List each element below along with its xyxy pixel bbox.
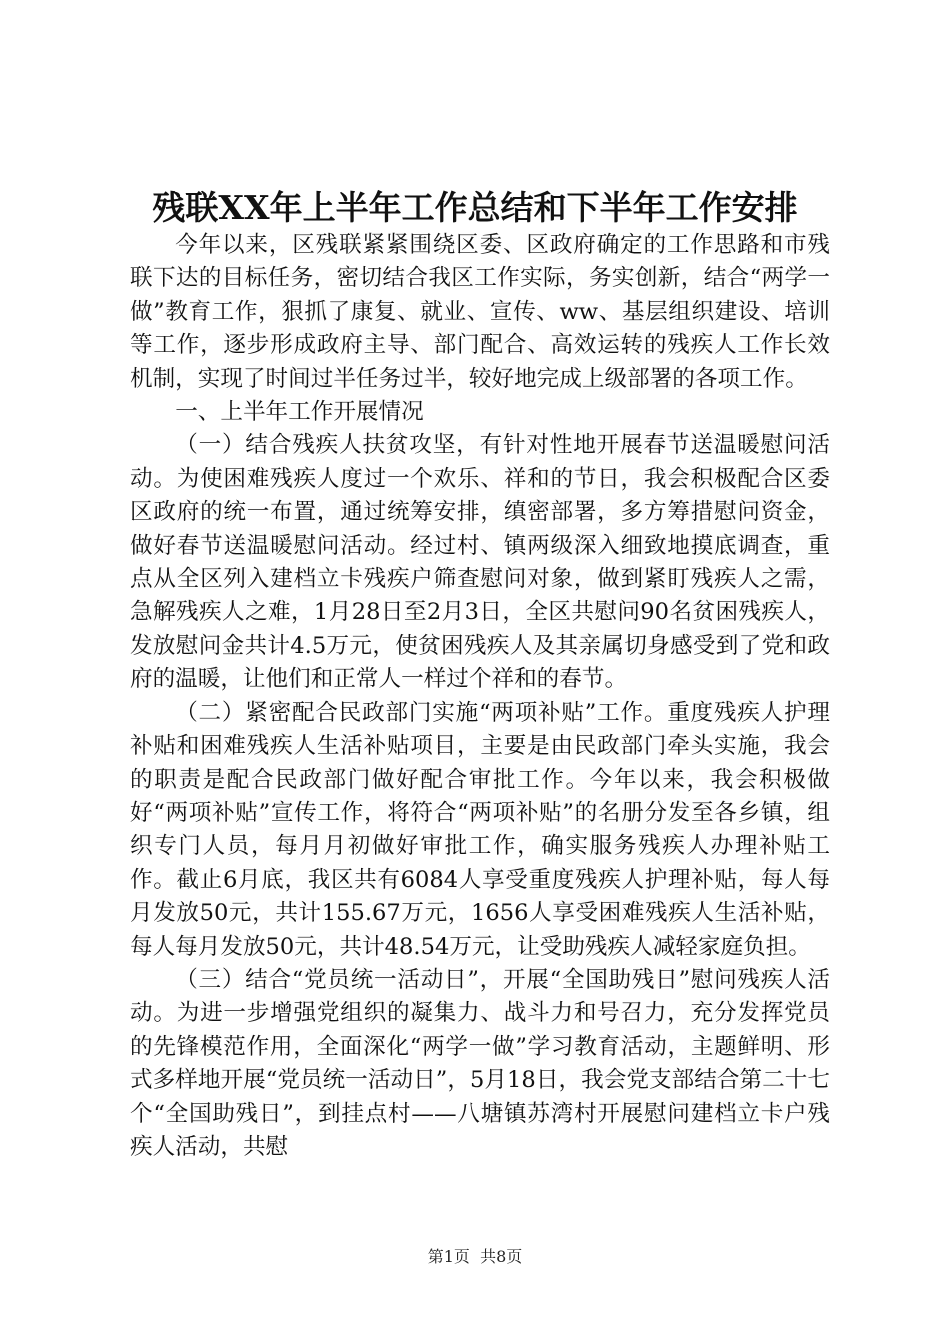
document-body — [130, 229, 830, 1164]
page-footer — [0, 1244, 950, 1267]
footer-spacer — [470, 1247, 480, 1266]
page-number: 第1页 — [427, 1247, 470, 1266]
body-paragraph-2: （二）紧密配合民政部门实施“两项补贴”工作。重度残疾人护理补贴和困难残疾人生活补贴项目，主要是由民政部门牵头实施，我会的职责是配合民政部门做好配合审批工作。今年以来，我会积极做好“两项补贴”宣传工作，将符合“两项补贴”的名册分发至各乡镇，组织专门人员，每月月初做好审批工作，确实服务残疾人办理补贴工作。截止6月底，我区共有6084人享受重度残疾人护理补贴，每人每月发放50元，共计155.67万元，1656人享受困难残疾人生活补贴，每人每月发放50元，共计48.54万元，让受助残疾人减轻家庭负担。 — [130, 699, 830, 960]
page-total: 共8页 — [480, 1247, 523, 1266]
section-heading: 一、上半年工作开展情况 — [175, 399, 424, 426]
intro-paragraph: 今年以来，区残联紧紧围绕区委、区政府确定的工作思路和市残联下达的目标任务，密切结合我区工作实际，务实创新，结合“两学一做”教育工作，狠抓了康复、就业、宣传、ww、基层组织建设、培训等工作，逐步形成政府主导、部门配合、高效运转的残疾人工作长效机制，实现了时间过半任务过半，较好地完成上级部署的各项工作。 — [130, 232, 830, 392]
body-paragraph-3: （三）结合“党员统一活动日”，开展“全国助残日”慰问残疾人活动。为进一步增强党组织的凝集力、战斗力和号召力，充分发挥党员的先锋模范作用，全面深化“两学一做”学习教育活动，主题鲜明、形式多样地开展“党员统一活动日”，5月18日，我会党支部结合第二十七个“全国助残日”，到挂点村——八塘镇苏湾村开展慰问建档立卡户残疾人活动，共慰 — [130, 966, 830, 1160]
document-title: 残联XX年上半年工作总结和下半年工作安排 — [152, 188, 798, 227]
body-paragraph-1: （一）结合残疾人扶贫攻坚，有针对性地开展春节送温暖慰问活动。为使困难残疾人度过一个欢乐、祥和的节日，我会积极配合区委区政府的统一布置，通过统筹安排，缜密部署，多方筹措慰问资金，做好春节送温暖慰问活动。经过村、镇两级深入细致地摸底调查，重点从全区列入建档立卡残疾户筛查慰问对象，做到紧盯残疾人之需，急解残疾人之难，1月28日至2月3日，全区共慰问90名贫困残疾人，发放慰问金共计4.5万元，使贫困残疾人及其亲属切身感受到了党和政府的温暖，让他们和正常人一样过个祥和的春节。 — [130, 432, 830, 693]
